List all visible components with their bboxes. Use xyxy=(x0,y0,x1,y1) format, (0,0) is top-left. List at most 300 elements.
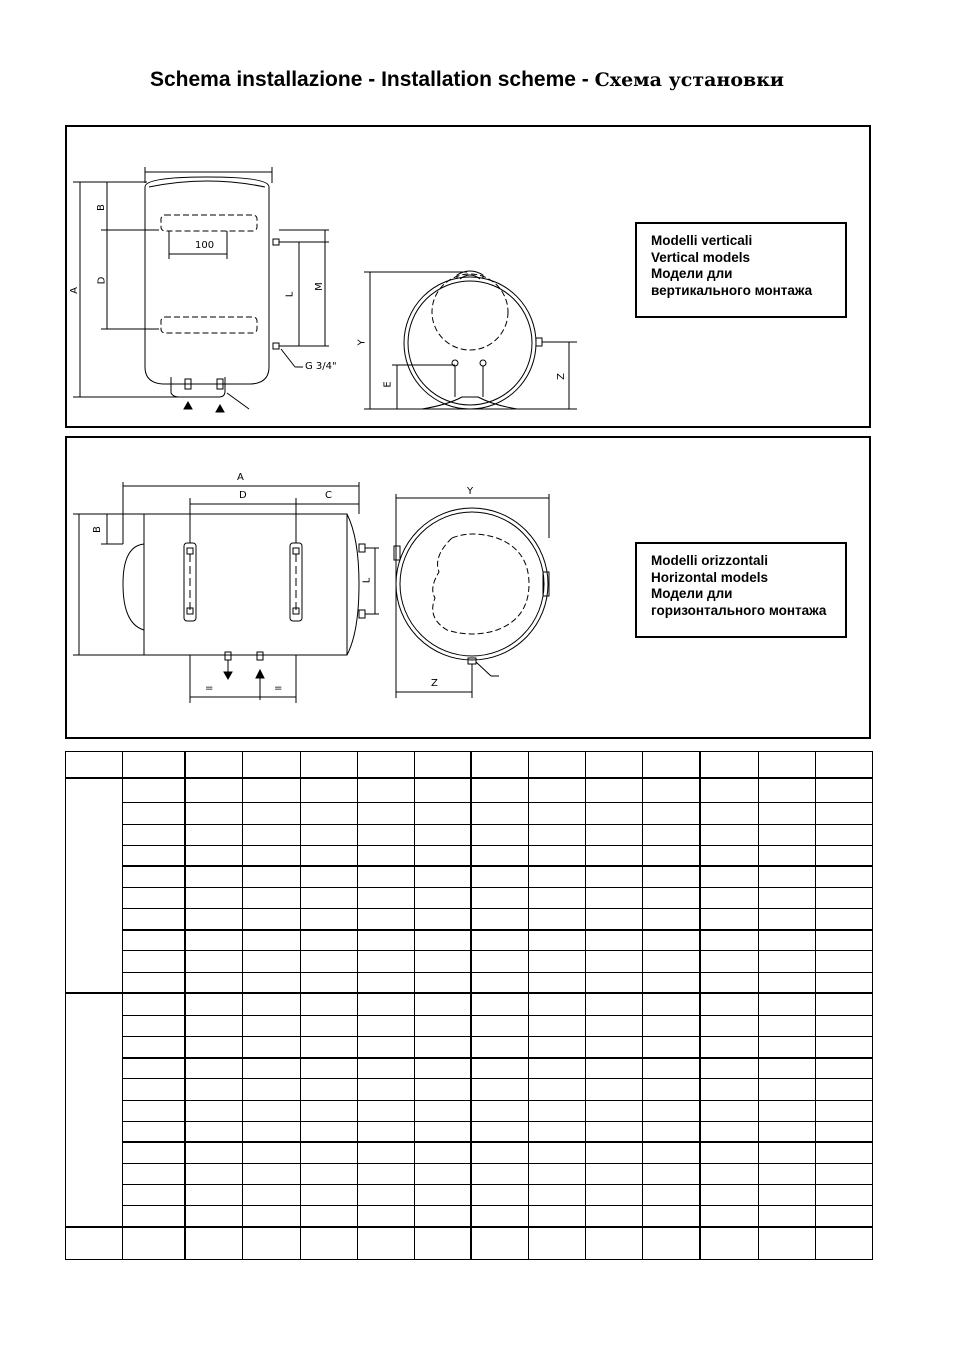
table-cell xyxy=(357,1142,414,1163)
tank-side-view xyxy=(404,277,536,409)
dim-b-label: B xyxy=(95,204,107,211)
table-cell xyxy=(414,1142,471,1163)
table-cell xyxy=(300,1164,357,1185)
table-cell xyxy=(529,845,586,866)
table-row xyxy=(66,1227,873,1259)
table-cell xyxy=(414,845,471,866)
table-cell xyxy=(700,993,758,1015)
table-cell xyxy=(529,1079,586,1100)
table-cell xyxy=(357,888,414,909)
table-cell xyxy=(643,1100,700,1121)
table-cell xyxy=(123,1185,185,1206)
table-cell xyxy=(123,1037,185,1058)
table-cell xyxy=(185,1164,243,1185)
table-cell xyxy=(471,888,528,909)
horizontal-models-panel xyxy=(65,436,871,739)
table-cell xyxy=(185,803,243,824)
table-cell xyxy=(815,1142,872,1163)
table-cell xyxy=(471,1079,528,1100)
table-cell xyxy=(414,1121,471,1142)
table-cell xyxy=(300,1142,357,1163)
table-cell xyxy=(643,1121,700,1142)
table-cell xyxy=(243,1015,300,1036)
table-cell xyxy=(123,752,185,778)
table-cell xyxy=(185,1015,243,1036)
table-cell xyxy=(300,824,357,845)
table-cell xyxy=(529,1142,586,1163)
table-cell xyxy=(185,845,243,866)
table-cell xyxy=(471,866,528,887)
table-row xyxy=(66,972,873,993)
table-cell xyxy=(243,972,300,993)
table-cell xyxy=(529,778,586,803)
table-cell xyxy=(243,1100,300,1121)
table-cell xyxy=(700,866,758,887)
table-cell xyxy=(243,1142,300,1163)
table-cell xyxy=(643,972,700,993)
table-cell xyxy=(700,1206,758,1227)
table-row xyxy=(66,1079,873,1100)
table-cell xyxy=(243,930,300,951)
table-cell xyxy=(586,1058,643,1079)
table-cell xyxy=(471,972,528,993)
table-cell xyxy=(471,1142,528,1163)
table-cell xyxy=(586,1015,643,1036)
table-cell xyxy=(586,803,643,824)
table-cell xyxy=(700,752,758,778)
table-cell xyxy=(700,909,758,930)
table-cell xyxy=(643,1058,700,1079)
table-cell xyxy=(471,803,528,824)
table-cell xyxy=(243,778,300,803)
table-cell xyxy=(586,1227,643,1259)
table-cell xyxy=(758,845,815,866)
tank-horizontal-view xyxy=(144,514,359,655)
table-cell xyxy=(643,1015,700,1036)
table-row xyxy=(66,1100,873,1121)
table-cell xyxy=(643,930,700,951)
table-cell xyxy=(414,909,471,930)
table-cell xyxy=(529,1037,586,1058)
table-cell xyxy=(414,1079,471,1100)
table-cell xyxy=(300,993,357,1015)
table-cell xyxy=(700,1227,758,1259)
table-cell xyxy=(815,752,872,778)
table-cell xyxy=(123,803,185,824)
table-row xyxy=(66,752,873,778)
table-cell xyxy=(758,866,815,887)
table-row xyxy=(66,951,873,972)
dim-d-label: D xyxy=(239,490,247,501)
table-cell xyxy=(357,866,414,887)
table-cell xyxy=(243,752,300,778)
table-cell xyxy=(123,845,185,866)
table-cell xyxy=(758,1227,815,1259)
table-cell xyxy=(643,866,700,887)
table-cell xyxy=(529,951,586,972)
table-cell xyxy=(185,930,243,951)
table-row xyxy=(66,1037,873,1058)
table-cell xyxy=(643,1079,700,1100)
table-cell xyxy=(529,1058,586,1079)
table-cell xyxy=(357,845,414,866)
table-cell xyxy=(471,930,528,951)
table-cell xyxy=(471,1121,528,1142)
table-cell xyxy=(815,1185,872,1206)
table-cell xyxy=(123,888,185,909)
table-cell xyxy=(185,866,243,887)
table-cell xyxy=(529,1121,586,1142)
table-cell xyxy=(586,824,643,845)
dim-z-label: Z xyxy=(555,373,567,380)
table-cell xyxy=(300,866,357,887)
table-cell xyxy=(529,866,586,887)
table-row xyxy=(66,1164,873,1185)
table-cell xyxy=(700,1079,758,1100)
table-cell xyxy=(529,803,586,824)
table-cell xyxy=(471,824,528,845)
table-cell xyxy=(758,1058,815,1079)
table-cell xyxy=(414,930,471,951)
table-cell xyxy=(300,888,357,909)
table-cell xyxy=(643,1037,700,1058)
table-cell xyxy=(529,888,586,909)
table-cell xyxy=(123,972,185,993)
table-row xyxy=(66,824,873,845)
table-cell xyxy=(357,1037,414,1058)
table-row xyxy=(66,930,873,951)
table-cell xyxy=(414,1227,471,1259)
dim-z-label: Z xyxy=(431,678,438,689)
table-row xyxy=(66,1015,873,1036)
table-cell xyxy=(815,1227,872,1259)
table-cell xyxy=(185,1121,243,1142)
outlet-arrow-icon xyxy=(184,402,192,409)
table-cell xyxy=(300,972,357,993)
table-cell xyxy=(758,930,815,951)
table-row xyxy=(66,803,873,824)
table-cell xyxy=(414,1100,471,1121)
table-cell xyxy=(643,909,700,930)
table-cell xyxy=(529,972,586,993)
table-cell xyxy=(643,845,700,866)
table-row xyxy=(66,1206,873,1227)
table-cell xyxy=(758,1037,815,1058)
tank-front-view xyxy=(145,177,269,384)
dim-e-label: E xyxy=(382,381,394,388)
table-cell xyxy=(471,1206,528,1227)
table-cell xyxy=(643,888,700,909)
table-cell xyxy=(529,1227,586,1259)
table-cell xyxy=(815,1058,872,1079)
table-cell xyxy=(471,1015,528,1036)
table-cell xyxy=(758,778,815,803)
table-cell xyxy=(357,1185,414,1206)
table-cell xyxy=(758,1121,815,1142)
table-cell xyxy=(815,972,872,993)
table-cell xyxy=(300,803,357,824)
table-cell xyxy=(300,951,357,972)
table-cell xyxy=(300,1037,357,1058)
dim-d-label: D xyxy=(96,276,108,285)
table-cell xyxy=(123,993,185,1015)
table-cell xyxy=(243,824,300,845)
table-cell xyxy=(471,752,528,778)
table-cell xyxy=(300,1121,357,1142)
table-cell xyxy=(758,972,815,993)
table-cell xyxy=(414,778,471,803)
table-cell xyxy=(815,866,872,887)
table-cell xyxy=(414,866,471,887)
table-cell xyxy=(700,824,758,845)
table-cell xyxy=(123,1079,185,1100)
table-row xyxy=(66,1058,873,1079)
table-cell xyxy=(123,1206,185,1227)
table-cell xyxy=(243,1227,300,1259)
table-cell xyxy=(243,951,300,972)
table-cell xyxy=(357,778,414,803)
table-cell xyxy=(243,1185,300,1206)
table-cell xyxy=(243,803,300,824)
table-row xyxy=(66,993,873,1015)
dim-y-label: Y xyxy=(356,339,368,346)
pipe-thread-label: G 3/4" xyxy=(305,361,337,372)
table-cell xyxy=(300,845,357,866)
table-cell xyxy=(123,1142,185,1163)
table-cell xyxy=(815,824,872,845)
table-cell xyxy=(529,824,586,845)
table-cell xyxy=(357,752,414,778)
table-cell xyxy=(123,1058,185,1079)
table-cell xyxy=(758,993,815,1015)
table-cell xyxy=(414,1015,471,1036)
table-cell xyxy=(758,1185,815,1206)
table-cell xyxy=(586,1164,643,1185)
table-cell xyxy=(185,1206,243,1227)
table-cell xyxy=(529,909,586,930)
table-cell xyxy=(414,752,471,778)
table-cell xyxy=(243,845,300,866)
table-cell xyxy=(586,752,643,778)
vertical-models-legend: Modelli verticali Vertical models Модели дли вертикального монтажа xyxy=(635,222,847,318)
dim-l-label: L xyxy=(284,291,296,298)
table-cell xyxy=(815,1206,872,1227)
table-cell xyxy=(643,803,700,824)
table-cell xyxy=(758,951,815,972)
table-cell xyxy=(300,752,357,778)
table-cell xyxy=(586,845,643,866)
table-row xyxy=(66,866,873,887)
table-cell xyxy=(66,778,123,994)
tank-left-cap xyxy=(123,544,144,630)
table-cell xyxy=(300,1058,357,1079)
table-row xyxy=(66,1142,873,1163)
table-cell xyxy=(243,909,300,930)
table-cell xyxy=(643,1142,700,1163)
table-cell xyxy=(414,824,471,845)
table-cell xyxy=(357,1015,414,1036)
table-cell xyxy=(357,1100,414,1121)
table-cell xyxy=(185,1185,243,1206)
dim-l-label: L xyxy=(361,577,373,584)
table-cell xyxy=(700,1142,758,1163)
table-cell xyxy=(185,972,243,993)
table-cell xyxy=(700,1100,758,1121)
table-cell xyxy=(815,1100,872,1121)
equal-spacing-left: = xyxy=(205,683,214,694)
table-cell xyxy=(243,993,300,1015)
table-cell xyxy=(123,866,185,887)
table-cell xyxy=(471,1164,528,1185)
table-cell xyxy=(123,778,185,803)
table-cell xyxy=(758,1142,815,1163)
table-cell xyxy=(586,930,643,951)
tank-top-cap xyxy=(149,181,265,187)
table-cell xyxy=(586,909,643,930)
table-cell xyxy=(414,972,471,993)
table-cell xyxy=(529,1206,586,1227)
table-cell xyxy=(66,1227,123,1259)
table-cell xyxy=(529,993,586,1015)
table-cell xyxy=(758,1206,815,1227)
dim-b-label: B xyxy=(91,526,103,533)
table-cell xyxy=(758,803,815,824)
table-cell xyxy=(471,951,528,972)
table-cell xyxy=(123,909,185,930)
table-cell xyxy=(815,803,872,824)
table-cell xyxy=(357,1079,414,1100)
table-cell xyxy=(529,1100,586,1121)
table-cell xyxy=(586,1121,643,1142)
table-cell xyxy=(586,1142,643,1163)
table-cell xyxy=(357,1164,414,1185)
table-cell xyxy=(643,1206,700,1227)
table-cell xyxy=(414,803,471,824)
dimensions-table xyxy=(65,751,873,1260)
table-cell xyxy=(414,1037,471,1058)
table-cell xyxy=(643,824,700,845)
table-cell xyxy=(300,1185,357,1206)
table-cell xyxy=(586,1185,643,1206)
table-cell xyxy=(815,1015,872,1036)
table-row xyxy=(66,1185,873,1206)
table-cell xyxy=(758,1079,815,1100)
table-cell xyxy=(700,951,758,972)
table-cell xyxy=(185,888,243,909)
table-cell xyxy=(643,1164,700,1185)
table-cell xyxy=(758,824,815,845)
table-cell xyxy=(414,1185,471,1206)
table-cell xyxy=(700,1164,758,1185)
table-cell xyxy=(300,778,357,803)
table-cell xyxy=(357,909,414,930)
table-cell xyxy=(700,1015,758,1036)
table-cell xyxy=(357,803,414,824)
table-cell xyxy=(700,845,758,866)
equal-spacing-right: = xyxy=(274,683,283,694)
table-cell xyxy=(243,866,300,887)
table-cell xyxy=(300,1100,357,1121)
title-russian: Схема установки xyxy=(594,69,785,91)
table-cell xyxy=(643,752,700,778)
table-cell xyxy=(243,888,300,909)
table-cell xyxy=(758,752,815,778)
table-cell xyxy=(300,1079,357,1100)
table-cell xyxy=(758,1100,815,1121)
table-cell xyxy=(815,1164,872,1185)
table-cell xyxy=(243,1164,300,1185)
table-cell xyxy=(471,1058,528,1079)
table-cell xyxy=(700,930,758,951)
table-cell xyxy=(185,1079,243,1100)
dim-c-label: C xyxy=(325,490,332,501)
table-cell xyxy=(243,1206,300,1227)
table-cell xyxy=(815,993,872,1015)
table-cell xyxy=(123,1227,185,1259)
inner-flange-dashed xyxy=(432,274,508,350)
table-cell xyxy=(586,866,643,887)
table-cell xyxy=(586,972,643,993)
table-cell xyxy=(529,930,586,951)
table-cell xyxy=(243,1079,300,1100)
table-row xyxy=(66,888,873,909)
table-cell xyxy=(700,1058,758,1079)
table-cell xyxy=(758,909,815,930)
title-english: Installation scheme xyxy=(381,68,576,91)
table-cell xyxy=(357,824,414,845)
table-cell xyxy=(643,1185,700,1206)
table-cell xyxy=(529,1015,586,1036)
table-cell xyxy=(243,1121,300,1142)
table-cell xyxy=(300,1227,357,1259)
table-cell xyxy=(185,1227,243,1259)
table-cell xyxy=(185,993,243,1015)
table-cell xyxy=(66,752,123,778)
table-cell xyxy=(123,1121,185,1142)
table-cell xyxy=(758,1015,815,1036)
table-cell xyxy=(414,1164,471,1185)
table-row xyxy=(66,778,873,803)
table-cell xyxy=(586,778,643,803)
table-cell xyxy=(471,909,528,930)
table-cell xyxy=(529,1164,586,1185)
table-cell xyxy=(700,778,758,803)
table-cell xyxy=(357,930,414,951)
table-cell xyxy=(586,1037,643,1058)
title-italian: Schema installazione xyxy=(149,68,363,91)
table-cell xyxy=(815,888,872,909)
table-cell xyxy=(758,888,815,909)
table-cell xyxy=(123,1100,185,1121)
table-cell xyxy=(357,1121,414,1142)
inlet-arrow-icon xyxy=(216,405,224,412)
table-cell xyxy=(243,1037,300,1058)
upper-bracket-dashed xyxy=(161,215,257,231)
table-cell xyxy=(700,888,758,909)
table-cell xyxy=(586,951,643,972)
table-cell xyxy=(586,1100,643,1121)
page-title: Schema installazione - Installation scheme - Схема установки xyxy=(149,68,785,91)
table-row xyxy=(66,909,873,930)
table-cell xyxy=(123,930,185,951)
table-cell xyxy=(643,993,700,1015)
table-cell xyxy=(815,909,872,930)
table-cell xyxy=(414,1206,471,1227)
table-cell xyxy=(300,1206,357,1227)
table-cell xyxy=(529,1185,586,1206)
table-cell xyxy=(471,845,528,866)
table-cell xyxy=(471,1185,528,1206)
